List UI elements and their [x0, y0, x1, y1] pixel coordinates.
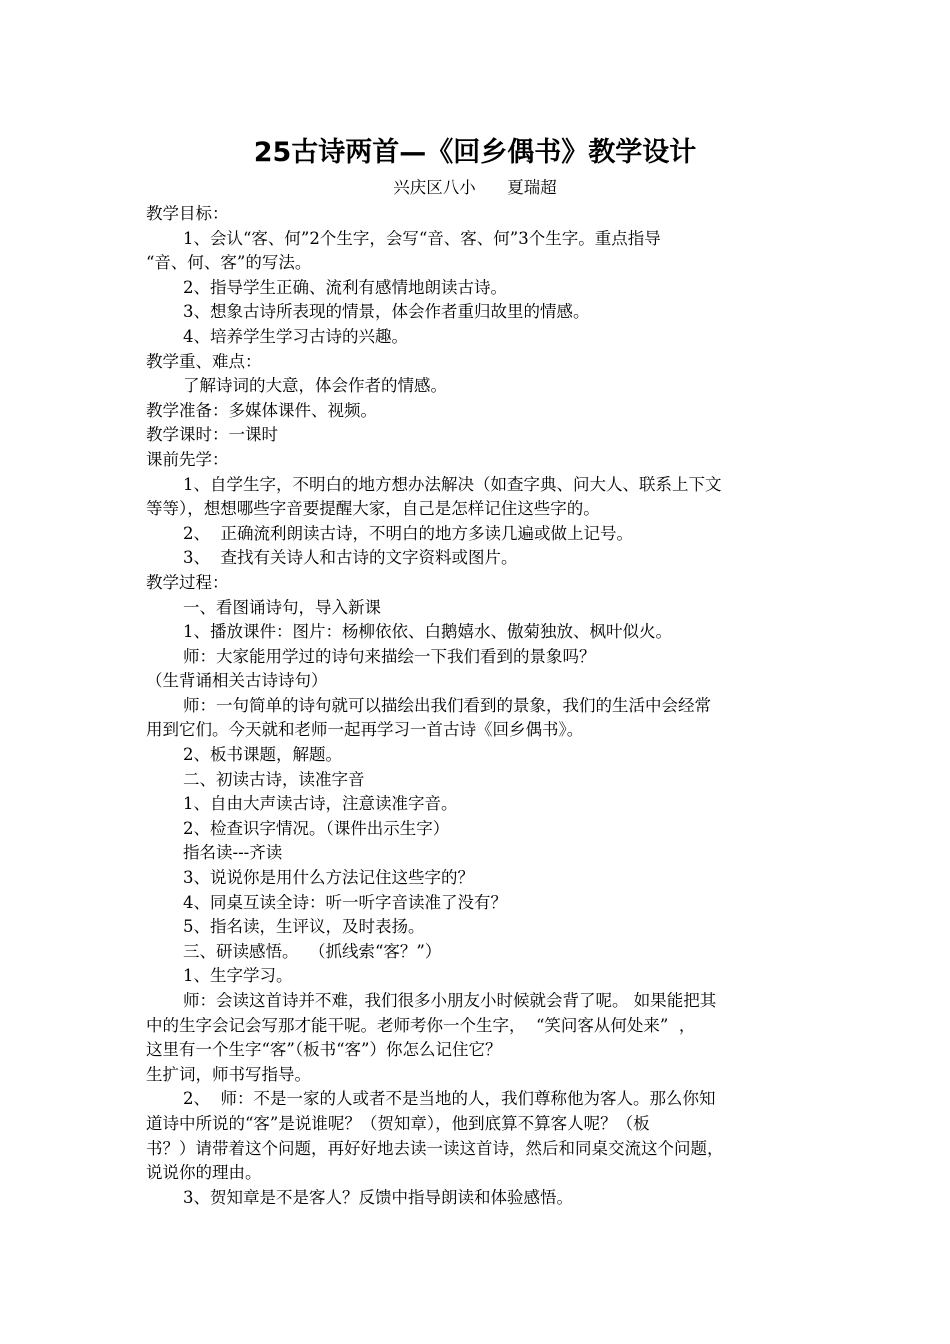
text-line: 这里有一个生字“客”（板书“客”）你怎么记住它？ — [146, 1040, 502, 1060]
text-line: （生背诵相关古诗诗句） — [146, 671, 328, 691]
text-line: 师：会读这首诗并不难，我们很多小朋友小时候就会背了呢。 如果能把其 — [183, 991, 717, 1010]
text-line: 指名读---齐读 — [183, 843, 283, 863]
text-line: 1、会认“客、何”2个生字，会写“音、客、何”3个生字。重点指导 — [183, 228, 661, 248]
text-line: 二、初读古诗，读准字音 — [183, 769, 365, 789]
text-line: 4、同桌互读全诗：听一听字音读准了没有？ — [183, 892, 507, 912]
text-line: 1、生字学习。 — [183, 966, 293, 986]
text-line: 师：一句简单的诗句就可以描绘出我们看到的景象，我们的生活中会经常 — [183, 695, 711, 715]
text-line: 了解诗词的大意，体会作者的情感。 — [183, 376, 447, 396]
text-line: 师：大家能用学过的诗句来描绘一下我们看到的景象吗？ — [183, 646, 596, 666]
text-line: 3、贺知章是不是客人？反馈中指导朗读和体验感悟。 — [183, 1187, 573, 1207]
text-line: 3、想象古诗所表现的情景，体会作者重归故里的情感。 — [183, 302, 590, 322]
text-line: 3、 查找有关诗人和古诗的文字资料或图片。 — [183, 548, 518, 568]
text-line: “音、何、客”的写法。 — [146, 253, 312, 273]
text-line: 教学目标： — [146, 204, 229, 223]
text-line: 1、播放课件：图片：杨柳依依、白鹅嬉水、傲菊独放、枫叶似火。 — [183, 622, 672, 642]
text-line: 书？）请带着这个问题，再好好地去读一读这首诗，然后和同桌交流这个问题， — [146, 1138, 724, 1158]
text-line: 教学过程： — [146, 572, 229, 592]
text-line: 说说你的理由。 — [146, 1163, 262, 1183]
text-line: 教学重、难点： — [146, 351, 262, 371]
text-line: 4、培养学生学习古诗的兴趣。 — [183, 326, 408, 346]
text-line: 教学课时：一课时 — [146, 425, 278, 445]
text-line: 用到它们。今天就和老师一起再学习一首古诗《回乡偶书》。 — [146, 720, 584, 740]
text-line: 2、 师：不是一家的人或者不是当地的人，我们尊称他为客人。那么你知 — [183, 1089, 716, 1109]
text-line: 道诗中所说的“客”是说谁呢？（贺知章），他到底算不算客人呢？（板 — [146, 1113, 650, 1133]
text-line: 等等），想想哪些字音要提醒大家，自己是怎样记住这些字的。 — [146, 499, 600, 519]
text-line: 课前先学： — [146, 449, 229, 469]
text-line: 5、指名读，生评议，及时表扬。 — [183, 917, 425, 937]
text-line: 3、说说你是用什么方法记住这些字的？ — [183, 868, 474, 888]
text-line: 中的生字会记会写那才能干呢。老师考你一个生字， “笑问客从何处来” ， — [146, 1015, 696, 1035]
text-line: 生扩词，师书写指导。 — [146, 1064, 311, 1084]
text-line: 1、自由大声读古诗，注意读准字音。 — [183, 794, 458, 814]
text-line: 三、研读感悟。 （抓线索“客？”） — [183, 941, 442, 961]
text-line: 2、指导学生正确、流利有感情地朗读古诗。 — [183, 277, 507, 297]
document-title: 25古诗两首—《回乡偶书》教学设计 — [253, 137, 697, 168]
text-line: 一、看图诵诗句，导入新课 — [183, 597, 381, 617]
text-line: 教学准备：多媒体课件、视频。 — [146, 400, 377, 420]
text-line: 2、 正确流利朗读古诗，不明白的地方多读几遍或做上记号。 — [183, 523, 633, 543]
document-author: 兴庆区八小 夏瑞超 — [393, 178, 557, 197]
document-body — [146, 202, 810, 1210]
text-line: 2、板书课题，解题。 — [183, 745, 342, 765]
text-line: 2、检查识字情况。（课件出示生字） — [183, 818, 450, 838]
text-line: 1、自学生字，不明白的地方想办法解决（如查字典、问大人、联系上下文 — [183, 474, 722, 494]
